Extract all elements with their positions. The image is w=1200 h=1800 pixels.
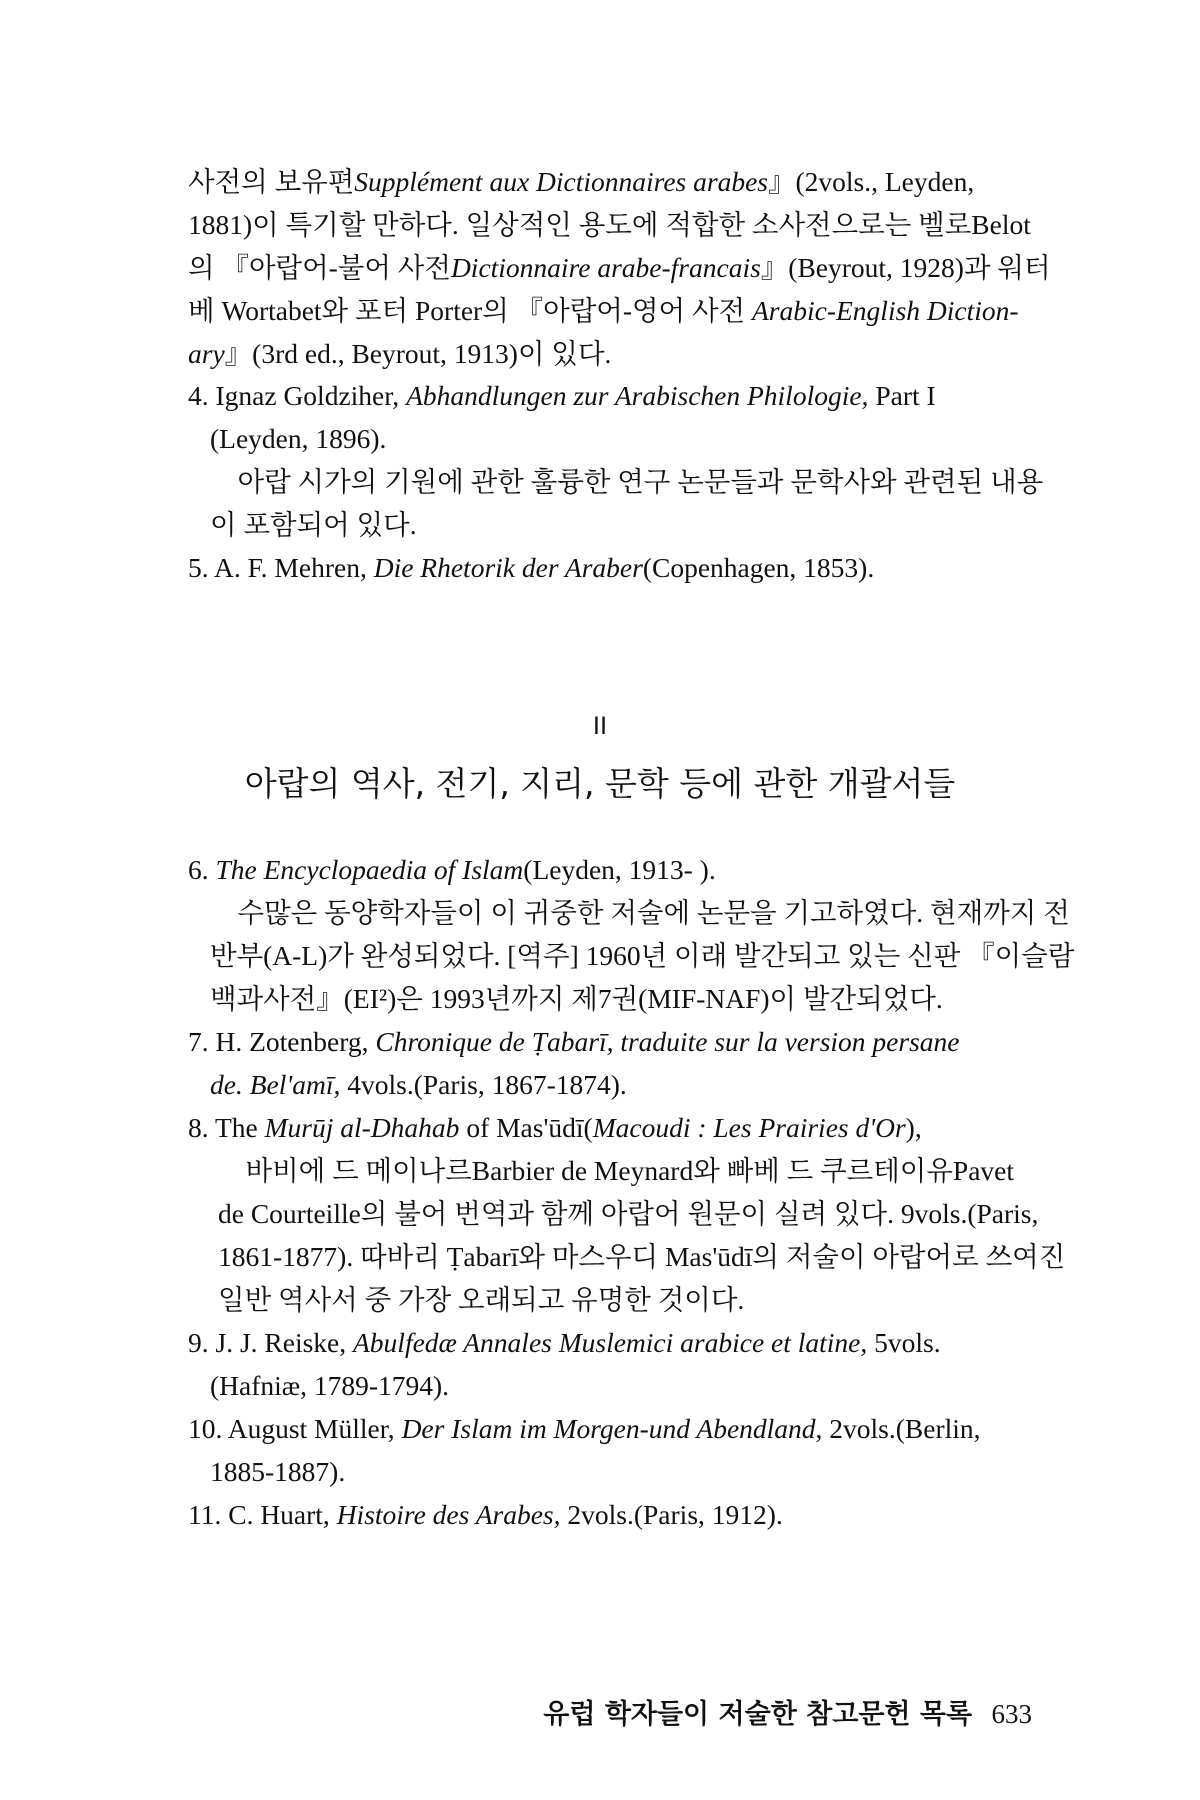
text-line bbox=[188, 203, 1031, 246]
text-run: de Courteille의 불어 번역과 함께 아랍어 원문이 실려 있다. 9vols.(Paris, bbox=[218, 1198, 1039, 1229]
section-title: 아랍의 역사, 전기, 지리, 문학 등에 관한 개괄서들 bbox=[244, 764, 956, 803]
text-run: 』(Beyrout, 1928)과 워터 bbox=[760, 252, 1051, 283]
text-run: 사전의 보유편 bbox=[188, 166, 355, 197]
text-line bbox=[188, 934, 1075, 977]
text-run: 1881)이 특기할 만하다. 일상적인 용도에 적합한 소사전으로는 벨로Belot bbox=[188, 209, 1031, 240]
text-line bbox=[188, 1063, 1028, 1106]
text-run: 베 Wortabet와 포터 Porter의 『아랍어-영어 사전 bbox=[188, 295, 752, 326]
text-run: 10. August Müller, bbox=[188, 1413, 402, 1444]
text-line bbox=[188, 160, 1028, 203]
text-run: 바비에 드 메이나르Barbier de Meynard와 빠베 드 쿠르테이유Pavet bbox=[218, 1155, 1015, 1186]
text-block bbox=[188, 160, 1051, 375]
text-run: 일반 역사서 중 가장 오래되고 유명한 것이다. bbox=[218, 1284, 745, 1315]
running-title: 유럽 학자들이 저술한 참고문헌 목록 bbox=[543, 1699, 973, 1730]
text-run: 』(3rd ed., Beyrout, 1913)이 있다. bbox=[224, 338, 612, 369]
text-run: 11. C. Huart, bbox=[188, 1499, 337, 1530]
page-number: 633 bbox=[991, 1699, 1032, 1729]
text-run: ), bbox=[905, 1112, 922, 1143]
italic-title: Die Rhetorik der Araber bbox=[373, 552, 643, 583]
italic-title: Histoire des Arabes, bbox=[336, 1499, 561, 1530]
text-line bbox=[188, 1149, 1028, 1192]
text-line bbox=[188, 246, 1051, 289]
text-run: 의 『아랍어-불어 사전 bbox=[188, 252, 451, 283]
text-line bbox=[188, 417, 1028, 460]
text-line bbox=[188, 1020, 1028, 1063]
text-run: 9. J. J. Reiske, bbox=[188, 1327, 353, 1358]
page-footer bbox=[543, 1692, 1032, 1731]
italic-title: The Encyclopaedia of Islam bbox=[215, 854, 524, 885]
text-line bbox=[188, 848, 1028, 891]
text-line bbox=[188, 1407, 1028, 1450]
text-run: of Mas'ūdī( bbox=[459, 1112, 593, 1143]
text-run: 1861-1877). 따바리 Ṭabarī와 마스우디 Mas'ūdī의 저술이 아랍어로 쓰여진 bbox=[218, 1241, 1066, 1272]
text-block bbox=[188, 374, 1044, 589]
text-run: 4. Ignaz Goldziher, bbox=[188, 380, 407, 411]
text-run: 1885-1887). bbox=[210, 1456, 346, 1487]
text-line bbox=[188, 374, 1028, 417]
text-line bbox=[188, 1364, 1028, 1407]
italic-title: Murūj al-Dhahab bbox=[264, 1112, 460, 1143]
text-run: 반부(A-L)가 완성되었다. [역주] 1960년 이래 발간되고 있는 신판 『이슬람 bbox=[210, 940, 1075, 971]
text-run: (Hafniæ, 1789-1794). bbox=[210, 1370, 450, 1401]
text-line bbox=[188, 460, 1044, 503]
italic-title: Dictionnaire arabe-francais bbox=[450, 252, 761, 283]
text-run: (Leyden, 1896). bbox=[210, 423, 387, 454]
text-line bbox=[188, 977, 1028, 1020]
italic-title: Abulfedæ Annales Muslemici arabice et latine, bbox=[353, 1327, 868, 1358]
text-line bbox=[188, 1235, 1066, 1278]
text-line bbox=[188, 1321, 1028, 1364]
text-run: 6. bbox=[188, 854, 216, 885]
italic-title: ary bbox=[188, 338, 225, 369]
section-number: II bbox=[592, 712, 608, 740]
text-run: 백과사전』(EI²)은 1993년까지 제7권(MIF-NAF)이 발간되었다. bbox=[210, 983, 943, 1014]
text-run: 』(2vols., Leyden, bbox=[767, 166, 975, 197]
text-run: 이 포함되어 있다. bbox=[210, 509, 417, 540]
text-block bbox=[188, 848, 1075, 1536]
text-line bbox=[188, 891, 1070, 934]
text-run: 수많은 동양학자들이 이 귀중한 저술에 논문을 기고하였다. 현재까지 전 bbox=[210, 897, 1070, 928]
italic-title: Abhandlungen zur Arabischen Philologie, bbox=[406, 380, 869, 411]
text-line bbox=[188, 1192, 1039, 1235]
text-line bbox=[188, 503, 1028, 546]
text-line bbox=[188, 1450, 1028, 1493]
text-line bbox=[188, 332, 1028, 375]
text-line bbox=[188, 289, 1028, 332]
text-run: 5vols. bbox=[867, 1327, 941, 1358]
text-line bbox=[188, 1493, 1028, 1536]
text-run: 2vols.(Paris, 1912). bbox=[560, 1499, 783, 1530]
text-run: (Copenhagen, 1853). bbox=[642, 552, 875, 583]
text-line bbox=[188, 1278, 1028, 1321]
italic-title: Der Islam im Morgen-und Abendland, bbox=[401, 1413, 823, 1444]
text-run: Part I bbox=[868, 380, 936, 411]
text-run: 2vols.(Berlin, bbox=[822, 1413, 981, 1444]
text-run: (Leyden, 1913- ). bbox=[523, 854, 716, 885]
text-run: 8. The bbox=[188, 1112, 265, 1143]
text-run: 5. A. F. Mehren, bbox=[188, 552, 374, 583]
text-run: 아랍 시가의 기원에 관한 훌륭한 연구 논문들과 문학사와 관련된 내용 bbox=[210, 466, 1044, 497]
text-run: 4vols.(Paris, 1867-1874). bbox=[340, 1069, 627, 1100]
italic-title: Chronique de Ṭabarī, traduite sur la version persane bbox=[375, 1026, 960, 1057]
italic-title: Arabic-English Diction- bbox=[752, 295, 1019, 326]
italic-title: Supplément aux Dictionnaires arabes bbox=[354, 166, 768, 197]
text-line bbox=[188, 546, 1028, 589]
text-line bbox=[188, 1106, 1028, 1149]
italic-title: de. Bel'amī, bbox=[210, 1069, 341, 1100]
text-run: 7. H. Zotenberg, bbox=[188, 1026, 376, 1057]
italic-title: Macoudi : Les Prairies d'Or bbox=[592, 1112, 906, 1143]
